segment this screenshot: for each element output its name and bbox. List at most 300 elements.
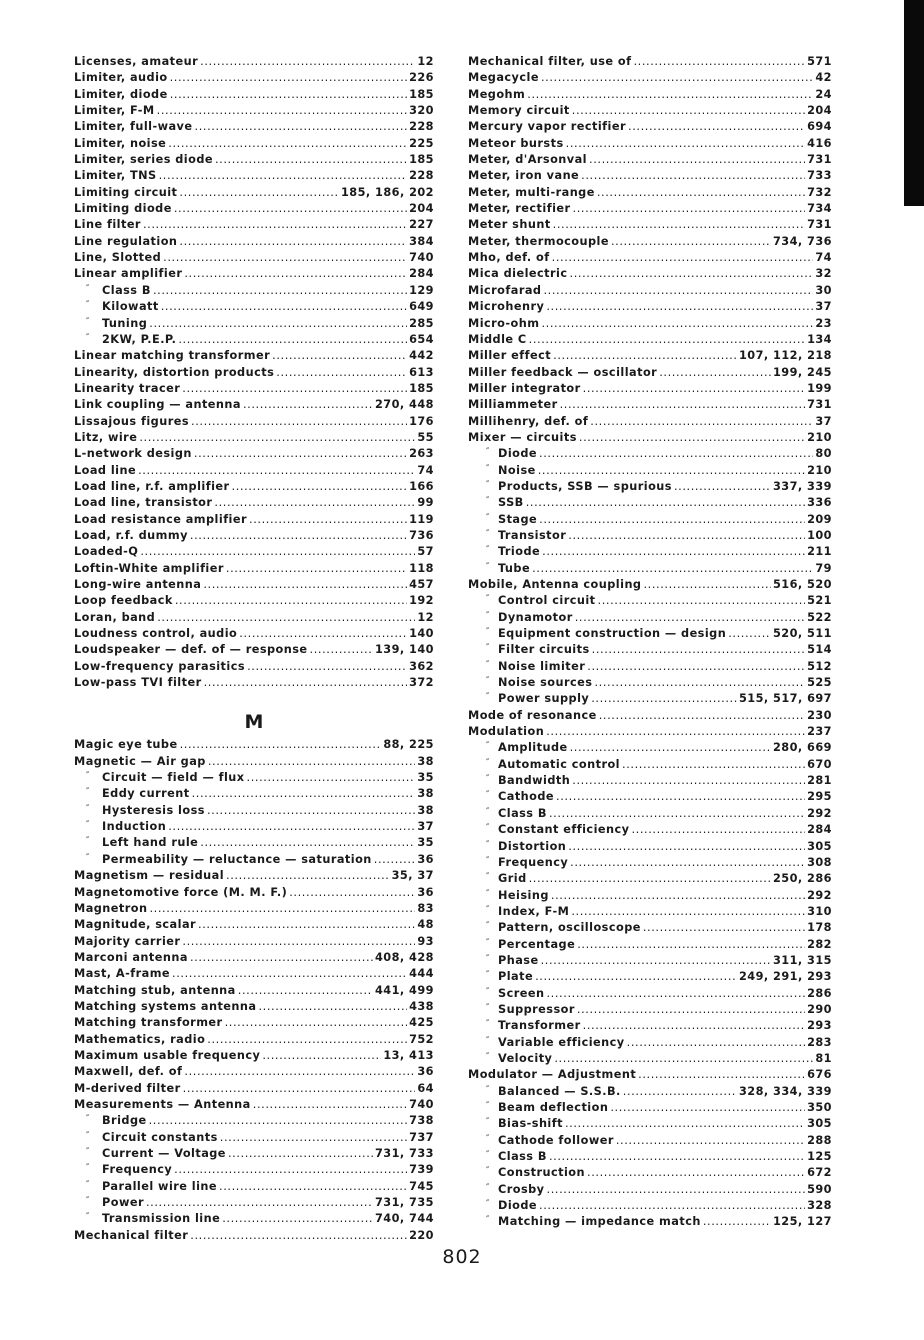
dot-leader [591, 691, 737, 707]
index-subentry [468, 1084, 832, 1100]
dot-leader [238, 983, 373, 999]
entry-pages: 295 [807, 790, 832, 804]
entry-pages: 32 [815, 267, 832, 281]
index-entry [468, 54, 832, 70]
entry-pages: 350 [807, 1101, 832, 1114]
dot-leader [258, 999, 407, 1015]
entry-pages: 731 [807, 218, 832, 232]
dot-leader [174, 1162, 407, 1178]
dot-leader [228, 1146, 373, 1162]
dot-leader [549, 1149, 805, 1165]
entry-pages: 12 [417, 610, 434, 624]
entry-pages: 676 [807, 1068, 832, 1082]
dot-leader [583, 1018, 805, 1034]
index-entry [468, 381, 832, 397]
entry-term: Mechanical filter [74, 1228, 189, 1242]
entry-pages: 731 [807, 153, 832, 167]
index-subentry [468, 953, 832, 969]
dot-leader [219, 1179, 407, 1195]
dot-leader [195, 119, 408, 135]
dot-leader [589, 152, 805, 168]
index-entry [74, 87, 434, 103]
dot-leader [546, 986, 805, 1002]
entry-pages: 292 [807, 806, 832, 820]
entry-pages: 284 [409, 267, 434, 281]
entry-pages: 36 [417, 1065, 434, 1079]
entry-pages: 328 [807, 1199, 832, 1213]
entry-pages: 285 [409, 316, 434, 330]
entry-term: ″ Tuning [74, 316, 147, 332]
entry-term: Measurements — Antenna [74, 1097, 251, 1111]
entry-term: Limiter, full-wave [74, 120, 193, 134]
dot-leader [190, 1228, 407, 1244]
entry-term: Magnitude, scalar [74, 918, 197, 932]
index-entry [74, 446, 434, 462]
entry-pages: 88, 225 [383, 738, 434, 752]
entry-pages: 571 [807, 55, 832, 68]
entry-term: ″ Stage [468, 512, 537, 528]
entry-term: Mast, A-frame [74, 967, 171, 981]
dot-leader [638, 1067, 805, 1083]
dot-leader [289, 885, 415, 901]
entry-term: ″ Transistor [468, 528, 566, 544]
entry-pages: 286 [807, 986, 832, 1000]
index-entry [74, 754, 434, 770]
index-entry [74, 1097, 434, 1113]
entry-term: ″ Triode [468, 544, 540, 560]
index-subentry [468, 1149, 832, 1165]
index-entry [74, 430, 434, 446]
index-entry [74, 1015, 434, 1031]
entry-pages: 204 [807, 104, 832, 118]
index-entry [74, 610, 434, 626]
entry-term: Mechanical filter, use of [468, 55, 632, 68]
entry-pages: 438 [409, 999, 434, 1013]
entry-term: ″ Control circuit [468, 593, 596, 609]
index-subentry [468, 495, 832, 511]
index-entry [468, 234, 832, 250]
entry-term: ″ Constant efficiency [468, 822, 629, 838]
entry-pages: 93 [417, 934, 434, 948]
entry-pages: 210 [807, 430, 832, 444]
entry-pages: 199 [807, 381, 832, 395]
index-entry [468, 119, 832, 135]
entry-pages: 125 [807, 1150, 832, 1164]
entry-term: ″ Power supply [468, 691, 589, 707]
entry-term: Magnetron [74, 901, 148, 915]
index-subentry [468, 626, 832, 642]
entry-term: ″ Heising [468, 888, 549, 904]
entry-term: Mercury vapor rectifier [468, 120, 626, 134]
entry-term: Memory circuit [468, 104, 570, 118]
entry-pages: 118 [409, 561, 434, 575]
dot-leader [170, 70, 407, 86]
dot-leader [174, 201, 407, 217]
entry-pages: 520, 511 [773, 627, 832, 641]
entry-term: ″ Class B [468, 1149, 547, 1165]
entry-term: ″ Filter circuits [468, 642, 590, 658]
dot-leader [159, 168, 407, 184]
index-subentry [74, 1162, 434, 1178]
entry-term: Limiter, series diode [74, 153, 213, 167]
index-subentry [74, 332, 434, 348]
entry-pages: 738 [409, 1114, 434, 1128]
entry-pages: 185 [409, 153, 434, 167]
dot-leader [143, 217, 407, 233]
dot-leader [542, 544, 805, 560]
dot-leader [633, 54, 805, 70]
entry-term: Middle C [468, 332, 527, 346]
dot-leader [225, 1015, 408, 1031]
index-subentry [468, 593, 832, 609]
index-subentry [74, 1130, 434, 1146]
dot-leader [579, 430, 805, 446]
entry-term: Low-frequency parasitics [74, 659, 246, 673]
index-entry [468, 283, 832, 299]
index-entry [74, 675, 434, 691]
dot-leader [597, 185, 805, 201]
index-subentry [468, 1051, 832, 1067]
entry-term: Linear matching transformer [74, 349, 271, 363]
index-subentry [468, 855, 832, 871]
dot-leader [247, 659, 407, 675]
entry-term: Meter, multi-range [468, 185, 595, 199]
dot-leader [674, 479, 771, 495]
entry-pages: 731, 735 [375, 1196, 434, 1210]
index-entry [74, 917, 434, 933]
index-entry [74, 1064, 434, 1080]
entry-term: Megacycle [468, 71, 539, 85]
entry-term: Micro-ohm [468, 316, 540, 330]
entry-pages: 270, 448 [375, 398, 434, 412]
index-subentry [468, 1133, 832, 1149]
entry-pages: 37 [815, 414, 832, 428]
dot-leader [547, 1182, 806, 1198]
entry-term: Modulation [468, 725, 545, 739]
dot-leader [175, 593, 407, 609]
dot-leader [192, 786, 416, 802]
entry-term: Line filter [74, 218, 141, 232]
entry-pages: 185, 186, 202 [340, 185, 434, 199]
entry-term: Load line, r.f. amplifier [74, 479, 230, 493]
entry-term: ″ Automatic control [468, 757, 620, 773]
dot-leader [184, 266, 407, 282]
entry-pages: 176 [409, 414, 434, 428]
dot-leader [570, 740, 771, 756]
entry-pages: 209 [807, 512, 832, 526]
dot-leader [568, 528, 805, 544]
index-entry [74, 868, 434, 884]
entry-pages: 140 [409, 627, 434, 641]
index-entry [74, 659, 434, 675]
entry-pages: 237 [807, 725, 832, 739]
entry-term: ″ Noise sources [468, 675, 592, 691]
entry-pages: 521 [807, 594, 832, 608]
entry-term: Linearity tracer [74, 381, 181, 395]
entry-pages: 100 [807, 528, 832, 542]
entry-term: Megohm [468, 87, 526, 101]
entry-pages: 281 [807, 774, 832, 788]
index-entry [468, 1067, 832, 1083]
index-entry [74, 512, 434, 528]
index-entry [74, 544, 434, 560]
index-entry [74, 365, 434, 381]
dot-leader [190, 950, 373, 966]
index-entry [468, 348, 832, 364]
entry-pages: 292 [807, 888, 832, 902]
dot-leader [552, 250, 814, 266]
entry-pages: 23 [815, 316, 832, 330]
dot-leader [568, 839, 805, 855]
entry-term: ″ Noise limiter [468, 659, 585, 675]
dot-leader [529, 332, 805, 348]
dot-leader [643, 920, 805, 936]
dot-leader [200, 54, 415, 70]
dot-leader [157, 610, 415, 626]
index-entry [74, 934, 434, 950]
index-subentry [74, 1113, 434, 1129]
index-subentry [74, 770, 434, 786]
dot-leader [532, 561, 813, 577]
dot-leader [627, 1035, 805, 1051]
dot-leader [247, 770, 416, 786]
index-subentry [468, 1182, 832, 1198]
entry-term: Meter, iron vane [468, 169, 580, 183]
index-subentry [74, 283, 434, 299]
dot-leader [172, 966, 407, 982]
entry-term: ″ Suppressor [468, 1002, 575, 1018]
dot-leader [527, 87, 813, 103]
dot-leader [599, 708, 805, 724]
entry-term: Low-pass TVI filter [74, 676, 202, 690]
dot-leader [565, 1116, 805, 1132]
entry-pages: 745 [409, 1179, 434, 1193]
dot-leader [253, 1097, 407, 1113]
index-entry [468, 724, 832, 740]
index-entry [74, 54, 434, 70]
index-entry [74, 70, 434, 86]
entry-term: Loudness control, audio [74, 627, 238, 641]
entry-term: ″ Hysteresis loss [74, 803, 205, 819]
entry-pages: 227 [409, 218, 434, 232]
entry-pages: 444 [409, 967, 434, 981]
entry-term: Meter, d'Arsonval [468, 153, 587, 167]
entry-pages: 408, 428 [375, 950, 434, 964]
entry-term: ″ Grid [468, 871, 527, 887]
dot-leader [163, 250, 407, 266]
entry-term: ″ Crosby [468, 1182, 545, 1198]
entry-pages: 305 [807, 1117, 832, 1131]
entry-pages: 516, 520 [773, 578, 832, 591]
dot-leader [149, 1113, 407, 1129]
index-subentry [74, 819, 434, 835]
entry-pages: 731 [807, 398, 832, 412]
entry-term: Miller integrator [468, 381, 581, 395]
dot-leader [153, 283, 407, 299]
index-entry [74, 577, 434, 593]
dot-leader [146, 1195, 373, 1211]
dot-leader [541, 316, 813, 332]
index-entry [74, 901, 434, 917]
entry-pages: 441, 499 [375, 983, 434, 997]
entry-pages: 336 [807, 496, 832, 510]
entry-pages: 57 [417, 545, 434, 559]
entry-term: ″ Class B [468, 806, 547, 822]
index-list-l [74, 54, 434, 691]
dot-leader [541, 953, 771, 969]
index-entry [468, 430, 832, 446]
entry-term: Line, Slotted [74, 251, 162, 265]
entry-pages: 225 [409, 136, 434, 150]
entry-term: ″ Screen [468, 986, 544, 1002]
index-subentry [468, 969, 832, 985]
entry-term: Loudspeaker — def. of — response [74, 643, 308, 657]
dot-leader [157, 103, 407, 119]
entry-pages: 525 [807, 676, 832, 690]
entry-term: Meter shunt [468, 218, 551, 232]
entry-term: ″ Transmission line [74, 1211, 220, 1227]
entry-pages: 204 [409, 202, 434, 216]
entry-pages: 166 [409, 479, 434, 493]
entry-term: Load, r.f. dummy [74, 528, 188, 542]
entry-pages: 220 [409, 1228, 434, 1242]
index-subentry [468, 512, 832, 528]
entry-pages: 79 [815, 561, 832, 575]
dot-leader [592, 642, 805, 658]
index-entry [468, 397, 832, 413]
entry-pages: 37 [815, 300, 832, 314]
entry-term: Meter, rectifier [468, 202, 571, 216]
entry-pages: 134 [807, 332, 832, 346]
entry-term: Mica dielectric [468, 267, 568, 281]
dot-leader [594, 675, 805, 691]
entry-pages: 280, 669 [773, 741, 832, 755]
entry-term: ″ Diode [468, 446, 537, 462]
entry-term: ″ Parallel wire line [74, 1179, 217, 1195]
dot-leader [220, 1130, 407, 1146]
entry-pages: 308 [807, 855, 832, 869]
dot-leader [190, 528, 407, 544]
dot-leader [161, 299, 407, 315]
index-subentry [468, 659, 832, 675]
entry-term: Linearity, distortion products [74, 365, 275, 379]
entry-term: ″ Tube [468, 561, 530, 577]
dot-leader [587, 1165, 805, 1181]
dot-leader [581, 168, 805, 184]
index-entry [74, 528, 434, 544]
index-subentry [74, 299, 434, 315]
index-entry [74, 1032, 434, 1048]
entry-term: ″ Cathode follower [468, 1133, 614, 1149]
entry-pages: 328, 334, 339 [738, 1084, 832, 1098]
entry-term: Magnetic — Air gap [74, 754, 206, 768]
index-entry [74, 950, 434, 966]
entry-pages: 731, 733 [375, 1147, 434, 1160]
index-entry [468, 201, 832, 217]
dot-leader [728, 626, 771, 642]
dot-leader [598, 593, 806, 609]
section-letter-m: M [244, 711, 264, 734]
dot-leader [566, 136, 805, 152]
entry-term: Magic eye tube [74, 738, 178, 752]
dot-leader [262, 1048, 381, 1064]
index-entry [468, 365, 832, 381]
index-subentry [468, 740, 832, 756]
entry-pages: 362 [409, 659, 434, 673]
dot-leader [191, 414, 407, 430]
dot-leader [572, 773, 805, 789]
entry-pages: 48 [417, 918, 434, 932]
entry-term: ″ Circuit — field — flux [74, 770, 245, 786]
dot-leader [556, 789, 805, 805]
entry-term: Meteor bursts [468, 136, 564, 150]
index-entry [74, 1228, 434, 1244]
entry-pages: 372 [409, 676, 434, 690]
index-entry [74, 103, 434, 119]
entry-term: ″ Kilowatt [74, 299, 159, 315]
dot-leader [140, 544, 415, 560]
entry-term: Loop feedback [74, 594, 173, 608]
dot-leader [243, 397, 373, 413]
entry-term: Litz, wire [74, 430, 138, 444]
entry-term: ″ 2KW, P.E.P. [74, 332, 176, 348]
entry-pages: 249, 291, 293 [738, 970, 832, 984]
index-entry [74, 348, 434, 364]
index-entry [468, 577, 832, 593]
entry-pages: 694 [807, 120, 832, 134]
entry-pages: 384 [409, 234, 434, 248]
entry-term: Limiting circuit [74, 185, 178, 199]
entry-pages: 740 [409, 1097, 434, 1111]
dot-leader [577, 937, 805, 953]
entry-pages: 337, 339 [773, 479, 832, 493]
entry-pages: 119 [409, 512, 434, 526]
entry-term: Matching stub, antenna [74, 983, 236, 997]
index-subentry [468, 839, 832, 855]
entry-term: Limiter, noise [74, 136, 167, 150]
index-entry [468, 168, 832, 184]
entry-term: ″ Cathode [468, 789, 554, 805]
entry-pages: 36 [417, 852, 434, 866]
entry-pages: 55 [417, 430, 434, 444]
index-column-left [74, 54, 434, 1244]
entry-term: Link coupling — antenna [74, 398, 241, 412]
index-subentry [468, 479, 832, 495]
dot-leader [310, 642, 373, 658]
entry-pages: 125, 127 [773, 1215, 832, 1229]
entry-term: Millihenry, def. of [468, 414, 589, 428]
entry-pages: 670 [807, 757, 832, 771]
entry-term: Loftin-White amplifier [74, 561, 224, 575]
dot-leader [374, 852, 416, 868]
entry-pages: 139, 140 [375, 643, 434, 657]
index-subentry [468, 871, 832, 887]
entry-pages: 293 [807, 1019, 832, 1033]
entry-term: ″ Bandwidth [468, 773, 570, 789]
index-subentry [74, 1146, 434, 1162]
index-subentry [74, 316, 434, 332]
dot-leader [249, 512, 407, 528]
dot-leader [526, 495, 805, 511]
entry-pages: 282 [807, 937, 832, 951]
dot-leader [571, 904, 805, 920]
dot-leader [222, 1211, 373, 1227]
entry-pages: 737 [409, 1130, 434, 1144]
entry-pages: 36 [417, 885, 434, 899]
entry-term: L-network design [74, 447, 192, 461]
entry-pages: 211 [807, 545, 832, 559]
index-subentry [468, 986, 832, 1002]
